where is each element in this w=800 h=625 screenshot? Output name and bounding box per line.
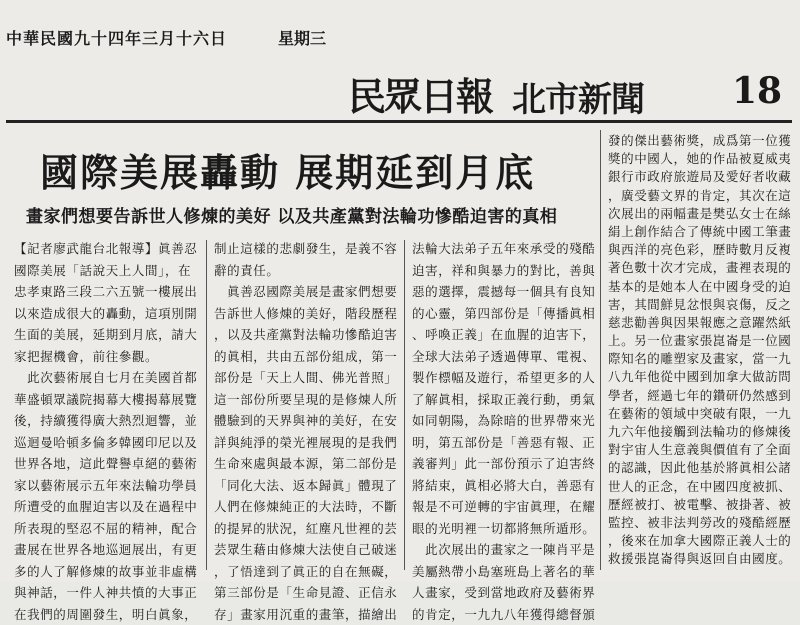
- text-line: 害，其間鮮見忿恨與哀傷，反之: [608, 296, 794, 314]
- text-line: 基本的是她本人在中國身受的迫: [608, 278, 794, 296]
- text-line: 次展出的兩幅畫是樊弘女士在絲: [608, 205, 794, 223]
- text-line: 世人的正念，在中國四度被抓、: [608, 478, 794, 496]
- column-divider: [600, 130, 601, 570]
- text-line: 詳與純淨的榮光裡展現的是我們: [214, 432, 396, 454]
- text-line: 眞善忍國際美展是畫家們想要: [214, 281, 396, 303]
- text-line: 了解眞相，採取正義行動，勇氣: [412, 389, 594, 411]
- text-line: 監控、被非法判勞改的殘酷經歷: [608, 514, 794, 532]
- text-line: 此次展出的畫家之一陳肖平是: [412, 539, 594, 561]
- text-line: 在我們的周圍發生，明白眞象，: [14, 604, 198, 625]
- text-line: 所表現的堅忍不屈的精神，配合: [14, 518, 198, 540]
- text-line: 第三部份是「生命見證、正信永: [214, 582, 396, 604]
- article-column-1: [14, 238, 198, 584]
- column-divider: [206, 240, 207, 570]
- text-line: 八九年他從中國到加拿大做訪問: [608, 368, 794, 386]
- text-line: 忠孝東路三段二六五號一樓展出: [14, 281, 198, 303]
- text-line: 芸眾生藉由修煉大法使自己破迷: [214, 539, 396, 561]
- text-line: 告訴世人修煉的美好，階段歷程: [214, 303, 396, 325]
- text-line: 的認識，因此他基於將眞相公諸: [608, 459, 794, 477]
- text-line: 畫展在世界各地巡迴展出，有更: [14, 539, 198, 561]
- text-line: ，以及共產黨對法輪功慘酷迫害: [214, 324, 396, 346]
- text-line: 存」畫家用沉重的畫筆，描繪出: [214, 604, 396, 625]
- text-line: 所遭受的血腥迫害以及在過程中: [14, 496, 198, 518]
- text-line: 的肯定，一九九八年獲得總督頒: [412, 604, 594, 625]
- text-line: 生命來處與最本源，第二部份是: [214, 453, 396, 475]
- text-line: 制止這樣的悲劇發生，是義不容: [214, 238, 396, 260]
- text-line: 明，第五部份是「善惡有報、正: [412, 432, 594, 454]
- masthead-rule: [6, 120, 792, 123]
- text-line: 此次藝術展自七月在美國首都: [14, 367, 198, 389]
- text-line: 人畫家，受到當地政府及藝術界: [412, 582, 594, 604]
- text-line: 獎的中國人，她的作品被夏威夷: [608, 150, 794, 168]
- text-line: 將結束，眞相必將大白，善惡有: [412, 475, 594, 497]
- text-line: 家把握機會，前往參觀。: [14, 346, 198, 368]
- text-line: 人們在修煉純正的大法時，不斷: [214, 496, 396, 518]
- text-line: 「同化大法、返本歸眞」體現了: [214, 475, 396, 497]
- text-line: ，後來在加拿大國際正義人士的: [608, 532, 794, 550]
- text-line: 的眞相，共由五部份組成，第一: [214, 346, 396, 368]
- text-line: 這一部份所要呈現的是修煉人所: [214, 389, 396, 411]
- text-line: 多的人了解修煉的故事並非虛構: [14, 561, 198, 583]
- text-line: 救援張崑崙得與返回自由國度。: [608, 550, 794, 568]
- text-line: 與西洋的亮色彩，歷時數月反複: [608, 241, 794, 259]
- text-line: 絹上創作結合了傳統中國工筆畫: [608, 223, 794, 241]
- text-line: 【記者廖武龍台北報導】眞善忍: [14, 238, 198, 260]
- text-line: 後，持續獲得廣大熱烈迴響，並: [14, 410, 198, 432]
- text-line: 生面的美展，延期到月底，請大: [14, 324, 198, 346]
- text-line: 全球大法弟子透過傳單、電視、: [412, 346, 594, 368]
- text-line: 的提昇的狀況，紅塵凡世裡的芸: [214, 518, 396, 540]
- text-line: 著色數十次才完成，畫裡表現的: [608, 259, 794, 277]
- text-line: 家以藝術展示五年來法輪功學員: [14, 475, 198, 497]
- text-line: 華盛頓眾議院揭幕大樓揭幕展覽: [14, 389, 198, 411]
- text-line: 國際美展「話說天上人間」，在: [14, 260, 198, 282]
- text-line: 辭的責任。: [214, 260, 396, 282]
- article-headline: 國際美展轟動 展期延到月底: [40, 142, 535, 197]
- text-line: ，了悟達到了眞正的自在無礙，: [214, 561, 396, 583]
- newspaper-name: 民眾日報: [348, 66, 492, 121]
- text-line: 際知名的雕塑家及畫家，當一九: [608, 350, 794, 368]
- text-line: 發的傑出藝術獎，成爲第一位獲: [608, 132, 794, 150]
- text-line: 如同朝陽，為除暗的世界帶來光: [412, 410, 594, 432]
- text-line: 以來造成很大的轟動，這項別開: [14, 303, 198, 325]
- text-line: 義審判」此一部份預示了迫害終: [412, 453, 594, 475]
- text-line: 銀行市政府旅遊局及愛好者收藏: [608, 168, 794, 186]
- issue-weekday: 星期三: [278, 26, 326, 49]
- text-line: 與神話，一件人神共憤的大事正: [14, 582, 198, 604]
- text-line: 體驗到的天界與神的美好，在安: [214, 410, 396, 432]
- text-line: 報是不可逆轉的宇宙眞理，在耀: [412, 496, 594, 518]
- text-line: 巡迴曼哈頓多倫多韓國印尼以及: [14, 432, 198, 454]
- article-column-2: [214, 238, 396, 584]
- text-line: 學者，經過七年的鑽研仍然感到: [608, 387, 794, 405]
- text-line: 製作標幅及遊行，希望更多的人: [412, 367, 594, 389]
- text-line: 在藝術的領域中突破有限，一九: [608, 405, 794, 423]
- text-line: 歷經被打、被電擊、被掛著、被: [608, 496, 794, 514]
- article-column-3: [412, 238, 594, 584]
- text-line: 眼的光明裡一切都將無所遁形。: [412, 518, 594, 540]
- issue-date: 中華民國九十四年三月十六日: [6, 26, 227, 49]
- article-column-4: [608, 132, 794, 582]
- text-line: 、呼喚正義」在血腥的迫害下，: [412, 324, 594, 346]
- text-line: 部份是「天上人間、佛光普照」: [214, 367, 396, 389]
- text-line: 世界各地，這此聲譽卓絕的藝術: [14, 453, 198, 475]
- text-line: 對宇宙人生意義與價值有了全面: [608, 441, 794, 459]
- section-name: 北市新聞: [512, 72, 644, 121]
- text-line: ，廣受藝文界的肯定，其次在這: [608, 187, 794, 205]
- text-line: 法輪大法弟子五年來承受的殘酷: [412, 238, 594, 260]
- article-subheadline: 畫家們想要告訴世人修煉的美好 以及共產黨對法輪功慘酷迫害的真相: [26, 202, 557, 227]
- page-number: 18: [732, 70, 782, 112]
- text-line: 上。另一位畫家張崑崙是一位國: [608, 332, 794, 350]
- text-line: 的心靈，第四部份是「傳播眞相: [412, 303, 594, 325]
- text-line: 美屬熱帶小島塞班島上著名的華: [412, 561, 594, 583]
- text-line: 慈悲勸善與因果報應之意躍然紙: [608, 314, 794, 332]
- text-line: 惡的選擇，震撼每一個具有良知: [412, 281, 594, 303]
- text-line: 迫害，祥和與暴力的對比，善與: [412, 260, 594, 282]
- column-divider: [404, 240, 405, 570]
- text-line: 九六年他接觸到法輪功的修煉後: [608, 423, 794, 441]
